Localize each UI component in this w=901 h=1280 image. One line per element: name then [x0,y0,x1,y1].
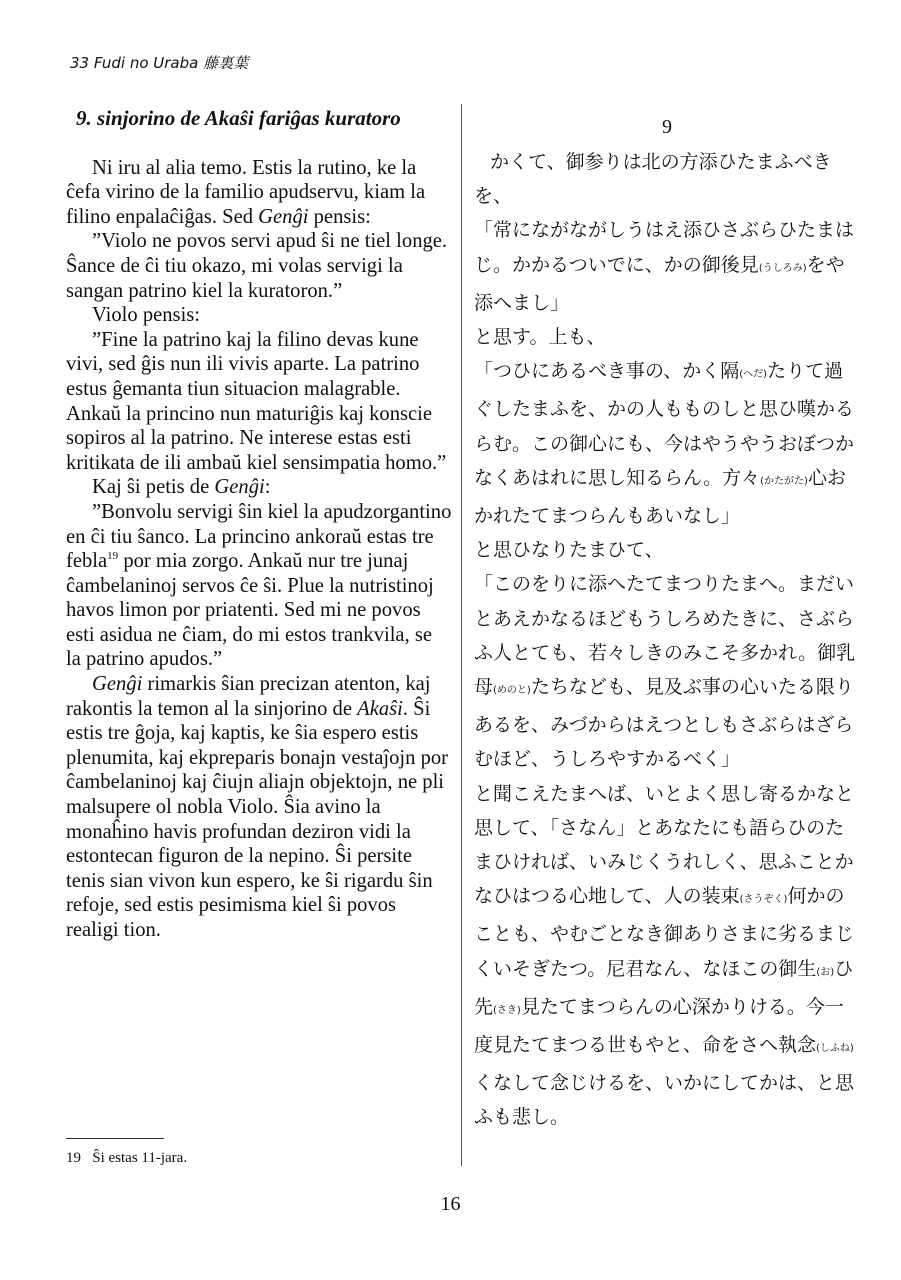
column-divider [461,104,462,1166]
section-number: 9 [662,116,672,138]
section-heading: 9. sinjorino de Akaŝi fariĝas kuratoro [76,106,401,130]
japanese-column [474,113,860,1135]
jp-paragraph-2: 「常にながながしうはえ添ひさぶらひたまはじ。かかるついでに、かの御後見(うしろみ)をや添へまし」 [474,219,855,314]
paragraph-6: ”Bonvolu servigi ŝin kiel la apudzorgantino en ĉi tiu ŝanco. La princino ankoraŭ estas tre febla$^{19}$ por mia zorgo. Ankaŭ nur tre junaj ĉambelaninoj servos ĉe ŝi. Plue la nutristinoj havos limon por priatenti. Sed mi ne povos esti asidua ne ĉiam, do mi estos trankvila, se la patrino apudos.” [66,500,452,671]
jp-paragraph-5: と思ひなりたまひて、 [474,539,664,562]
jp-paragraph-7: と聞こえたまへば、いとよく思し寄るかなと思して、「さなん」とあなたにも語らひのたまひければ、いみじくうれしく、思ふことかなひはつる心地して、人の装束(さうぞく)何かのことも、やむごとなき御ありさまに劣るまじくいそぎたつ。尼君なん、なほこの御生(お)ひ先(さき)見たてまつらんの心深かりける。今一度見たてまつる世もやと、命をさへ執念(しふね)くなして念じけるを、いかにしてかは、と思ふも悲し。 [474,782,855,1129]
footnote-number: 19 [66,1150,81,1166]
paragraph-2: ”Violo ne povos servi apud ŝi ne tiel longe. Ŝance de ĉi tiu okazo, mi volas servigi la sangan patrino kiel la kuratoron.” [66,230,448,302]
jp-paragraph-3: と思す。上も、 [474,326,606,349]
paragraph-3: Violo pensis: [92,304,201,327]
paragraph-1: Ni iru al alia temo. Estis la rutino, ke la ĉefa virino de la familio apudservu, kiam la filino enpalaĉiĝas. Sed Genĝi pensis: [66,156,426,228]
jp-paragraph-6: 「このをりに添へたてまつりたまへ。まだいとあえかなるほどもうしろめたきに、さぶらふ人とても、若々しきのみこそ多かれ。御乳母(めのと)たちなども、見及ぶ事の心いたる限りあるを、みづからはえつとしもさぶらはざらむほど、うしろやすかるべく」 [474,573,856,771]
footnote-ref[interactable]: 19 [107,550,119,563]
esperanto-column [66,106,452,943]
running-head: 33 Fudi no Uraba 藤裏葉 [70,54,249,72]
footnote [66,1150,187,1167]
paragraph-5: Kaj ŝi petis de Genĝi: [92,476,271,499]
jp-paragraph-1: かくて、御参りは北の方添ひたまふべきを、 [474,151,832,208]
jp-paragraph-4: 「つひにあるべき事の、かく隔(へだ)たりて過ぐしたまふを、かの人もものしと思ひ嘆かるらむ。この御心にも、今はやうやうおぼつかなくあはれに思し知るらん。方々(かたがた)心おかれたてまつらんもあいなし」 [474,360,855,528]
page-number: 16 [440,1193,461,1215]
footnote-rule [66,1138,164,1139]
paragraph-7: Genĝi rimarkis ŝian precizan atenton, kaj rakontis la temon al la sinjorino de Akaŝi. Ŝi estis tre ĝoja, kaj kaptis, ke ŝia espero estis plenumita, kaj ekpreparis bonajn vestaĵojn por ĉambelaninoj kaj ĉiujn aliajn objektojn, ne pli malsupere ol nobla Violo. Ŝia avino la monaĥino havis profundan deziron vidi la estontecan figuron de la nepino. Ŝi persite tenis sian vivon kun espero, ke ŝi rigardu ŝin refoje, sed estis pesimisma kiel ŝi povos realigi tion. [66,673,449,941]
footnote-text: Ŝi estas 11-jara. [92,1150,188,1166]
paragraph-4: ”Fine la patrino kaj la filino devas kune vivi, sed ĝis nun ili vivis aparte. La patrino estus ĝemanta tiun situacion malagrable. Ankaŭ la princino nun maturiĝis kaj konscie sopiros al la patrino. Ne interese estas esti kritikata de ili ambaŭ kiel sensimpatia homo.” [66,328,447,474]
